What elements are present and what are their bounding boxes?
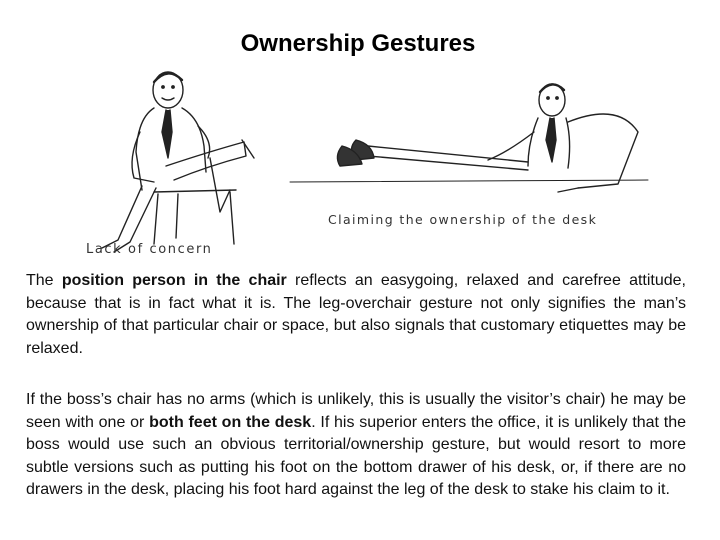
paragraph-boss-chair xyxy=(26,389,686,502)
caption-lack-of-concern: Lack of concern xyxy=(86,242,213,257)
feet-on-desk-figure xyxy=(290,84,648,192)
p1-bold-1: position person in the chair xyxy=(61,272,287,289)
p2-text-1: If the boss’s chair has no arms (which is unlikely, this is usually the visitor’s chair) he may be seen with one or xyxy=(26,391,686,431)
p1-text-2: reflects an easygoing, relaxed and carefree attitude, because that is in fact what it is. The leg-overchair gesture not only signifies the man’s ownership of that particular chair or space, but also signals that customary etiquettes may be relaxed. xyxy=(26,272,687,357)
p2-text-2: . If his superior enters the office, it is unlikely that the boss would use such an obvious territorial/ownership gesture, but would resort to more subtle versions such as putting his foot on the bottom drawer of his desk, or, if there are no drawers in the desk, placing his foot hard against the leg of the desk to stake his claim to it. xyxy=(26,413,686,498)
paragraph-chair-position xyxy=(26,270,686,360)
p1-text-1: The xyxy=(26,272,62,289)
caption-claiming-ownership: Claiming the ownership of the desk xyxy=(328,212,598,227)
slide-title: Ownership Gestures xyxy=(240,30,476,57)
leg-over-chair-figure xyxy=(102,72,254,252)
p2-bold-1: both feet on the desk xyxy=(149,413,312,431)
ownership-illustration xyxy=(58,62,658,262)
